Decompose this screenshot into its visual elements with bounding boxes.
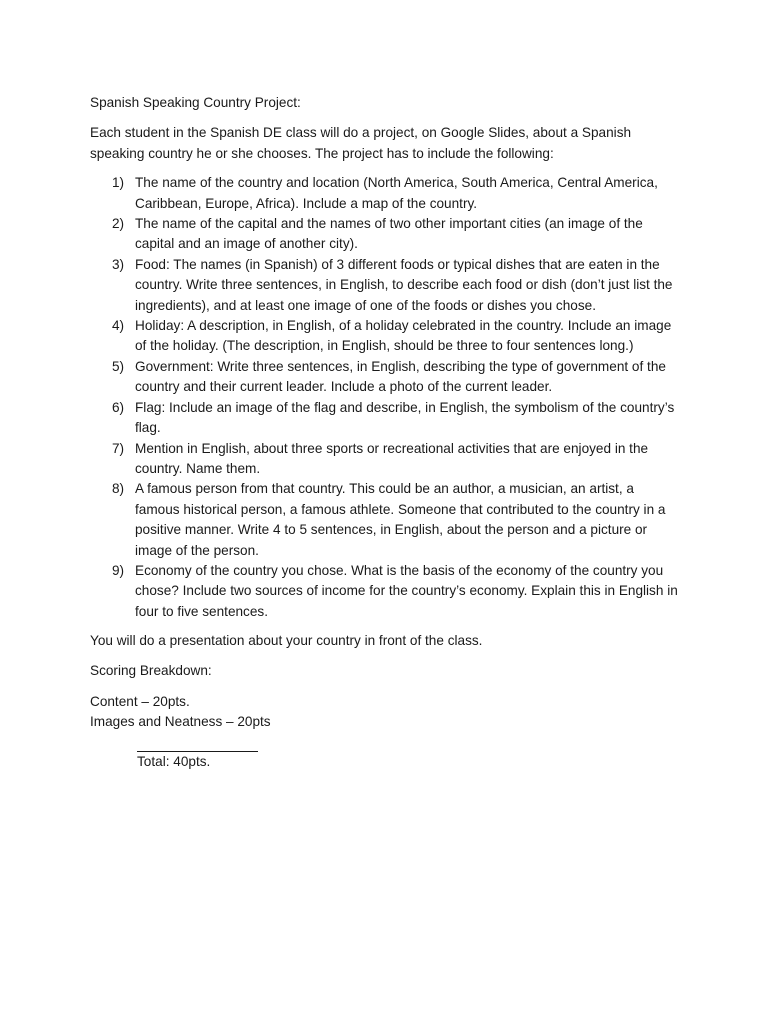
list-item [90, 439, 680, 480]
list-item-text: Holiday: A description, in English, of a holiday celebrated in the country. Include an image of the holiday. (The description, in English, should be three to four sentences long.) [135, 318, 672, 354]
score-line-content: Content – 20pts. [90, 693, 190, 709]
list-item [90, 561, 680, 622]
requirements-list [90, 173, 680, 622]
total-block [137, 733, 680, 772]
list-item-number: 2) [112, 216, 125, 232]
list-item-number: 3) [112, 256, 125, 272]
list-item-number: 5) [112, 358, 125, 374]
list-item-text: Mention in English, about three sports or recreational activities that are enjoyed in the country. Name them. [135, 440, 649, 476]
list-item-number: 1) [112, 175, 125, 191]
intro-paragraph: Each student in the Spanish DE class will do a project, on Google Slides, about a Spanish speaking country he or she chooses. The project has to include the following: [90, 125, 632, 161]
list-item [90, 357, 680, 398]
score-line-images: Images and Neatness – 20pts [90, 714, 271, 730]
list-item-number: 6) [112, 399, 125, 415]
list-item [90, 398, 680, 439]
list-item-number: 7) [112, 440, 125, 456]
total-score: Total: 40pts. [137, 753, 211, 769]
document-title: Spanish Speaking Country Project: [90, 95, 301, 110]
list-item-text: The name of the capital and the names of two other important cities (an image of the capital and an image of another city). [135, 216, 643, 252]
list-item-number: 4) [112, 318, 125, 334]
list-item-text: Economy of the country you chose. What is the basis of the economy of the country you chose? Include two sources of income for the country’s economy. Explain this in English in four to five sentences. [135, 562, 678, 619]
list-item [90, 214, 680, 255]
list-item [90, 173, 680, 214]
list-item-text: Flag: Include an image of the flag and describe, in English, the symbolism of the country’s flag. [135, 399, 675, 436]
list-item-text: Food: The names (in Spanish) of 3 different foods or typical dishes that are eaten in the country. Write three sentences, in English, to describe each food or dish (don’t just list the ingredients), and at least one image of one of the foods or dishes you chose. [135, 256, 673, 313]
scoring-heading: Scoring Breakdown: [90, 662, 212, 678]
list-item-text: The name of the country and location (North America, South America, Central America, Caribbean, Europe, Africa). Include a map of the country. [135, 175, 658, 211]
list-item [90, 316, 680, 357]
list-item-number: 9) [112, 562, 125, 578]
list-item [90, 255, 680, 316]
closing-paragraph: You will do a presentation about your country in front of the class. [90, 633, 483, 649]
list-item-text: A famous person from that country. This could be an author, a musician, an artist, a famous historical person, a famous athlete. Someone that contributed to the country in a positive manner. Write 4 to 5 sentences, in English, about the person and a picture or image of the person. [135, 481, 666, 558]
document-page [90, 93, 680, 772]
total-underline [137, 733, 258, 752]
list-item-text: Government: Write three sentences, in English, describing the type of government of the country and their current leader. Include a photo of the current leader. [135, 358, 666, 395]
list-item [90, 479, 680, 561]
list-item-number: 8) [112, 481, 125, 497]
